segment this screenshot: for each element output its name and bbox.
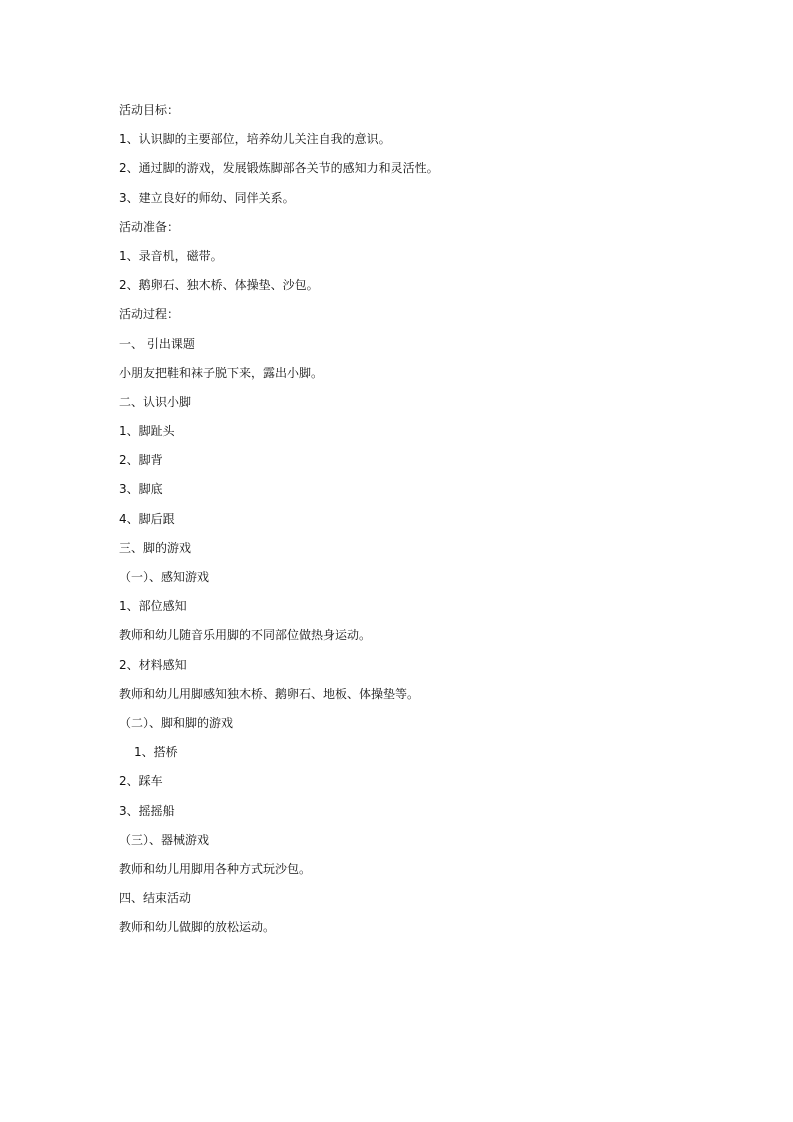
process-step-4-heading: 四、结束活动	[119, 891, 192, 906]
game-1-item-1-text: 教师和幼儿随音乐用脚的不同部位做热身运动。	[119, 628, 372, 643]
game-2-item-1: 1、搭桥	[134, 745, 178, 760]
goal-item-2: 2、通过脚的游戏，发展锻炼脚部各关节的感知力和灵活性。	[119, 161, 439, 176]
game-subheading-2: （二）、脚和脚的游戏	[119, 715, 234, 730]
section-heading-goals: 活动目标：	[119, 103, 180, 117]
game-subheading-3: （三）、器械游戏	[119, 832, 210, 847]
game-1-item-2-text: 教师和幼儿用脚感知独木桥、鹅卵石、地板、体操垫等。	[119, 686, 420, 701]
process-step-3-heading: 三、脚的游戏	[119, 540, 192, 555]
section-heading-preparation: 活动准备：	[119, 219, 180, 234]
preparation-item-1: 1、录音机，磁带。	[119, 248, 223, 263]
process-step-1-heading: 一、 引出课题	[119, 336, 195, 351]
foot-part-item-4: 4、脚后跟	[119, 511, 175, 526]
foot-part-item-1: 1、脚趾头	[119, 424, 175, 439]
section-heading-process: 活动过程：	[119, 307, 180, 322]
preparation-item-2: 2、鹅卵石、独木桥、体操垫、沙包。	[119, 278, 319, 293]
game-2-item-2: 2、踩车	[119, 774, 163, 789]
document-body	[119, 100, 679, 946]
game-2-item-3: 3、摇摇船	[119, 803, 175, 818]
process-step-1-text: 小朋友把鞋和袜子脱下来，露出小脚。	[119, 365, 324, 380]
process-step-2-heading: 二、认识小脚	[119, 394, 192, 409]
process-step-4-text: 教师和幼儿做脚的放松运动。	[119, 920, 276, 935]
goal-item-3: 3、建立良好的师幼、同伴关系。	[119, 190, 295, 205]
foot-part-item-2: 2、脚背	[119, 453, 163, 468]
game-3-text: 教师和幼儿用脚用各种方式玩沙包。	[119, 861, 312, 876]
game-1-item-1: 1、部位感知	[119, 599, 187, 614]
goal-item-1: 1、认识脚的主要部位，培养幼儿关注自我的意识。	[119, 132, 391, 147]
game-1-item-2: 2、材料感知	[119, 657, 187, 672]
foot-part-item-3: 3、脚底	[119, 482, 163, 497]
game-subheading-1: （一）、感知游戏	[119, 570, 210, 584]
